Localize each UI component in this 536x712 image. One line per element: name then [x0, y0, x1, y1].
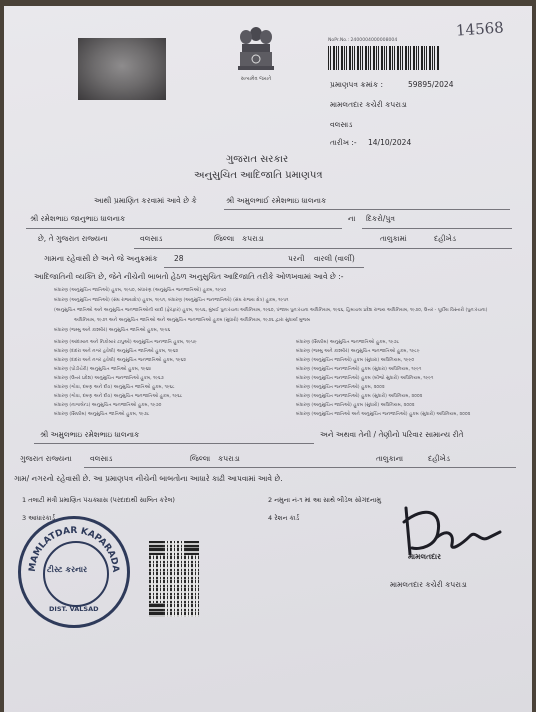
- basis-item: 3 આધારકાર્ડ: [22, 514, 56, 522]
- order-right: બંધારણ (અનુસુચિત જનજાતિઓ) હુકમ, ૨૦૦૨: [296, 385, 385, 390]
- residence-state: ગુજરાત રાજ્યના: [20, 454, 72, 463]
- emblem-caption: સત્યમેવ જયતે: [240, 76, 272, 82]
- mamlatdar-seal: [18, 516, 130, 628]
- tribe-name: વારલી (વાર્લી): [314, 254, 355, 263]
- father-name: શ્રી રમેશભાઇ જાનુભાઇ ધાલનાક: [30, 214, 126, 223]
- order-right: બંધારણ (અનુસુચિત જનજાતિઓ) હુકમ (બીજો સુધારો) અધિનિયમ, ૧૯૯૧: [296, 376, 434, 381]
- order-right: બંધારણ (અનુસુચિત જાતિઓ) હુકમ (સુધારો) અધિનિયમ, ૨૦૦૨: [296, 403, 415, 408]
- order-left: બંધારણ (ગોવા, દમણ અને દીવ) અનુસુચિત જાતિઓ હુકમ, ૧૯૬૮: [54, 385, 175, 390]
- village: દહીખેડ: [434, 234, 456, 243]
- residence-taluka: કપરાડા: [218, 454, 240, 463]
- order-right: બંધારણ (સિક્કીમ) અનુસુચિત જનજાતિઓ હુકમ, ૧૯૭૮: [296, 340, 400, 345]
- order-line: બંધારણ (જમ્મુ અને કાશ્મીર) અનુસુચિત જાતિઓ હુકમ, ૧૯૫૬: [54, 328, 171, 333]
- residence-district-label: જિલ્લા: [190, 454, 211, 463]
- order-left: બંધારણ (ગોવા, દમણ અને દીવ) અનુસુચિત જનજાતિઓ હુકમ, ૧૯૬૮: [54, 394, 183, 399]
- order-left: બંધારણ (દાદરા અને નગર હવેલી) અનુસુચિત જાતિઓ હુકમ, ૧૯૬૨: [54, 349, 179, 354]
- order-line: (અનુસુચિત જાતિઓ અને અનુસુચિત જનજાતિઓની યાદી (ફેરફાર) હુકમ, ૧૯૫૬, મુંબઈ પુનઃરચના અધિનિયમ, ૧૯૬૦, પંજાબ પુનઃરચના અધિનિયમ, ૧૯૬૬, હિમાચલ પ્રદેશ રાજય અધિનિયમ, ૧૯૭૦, ઉત્તર - પૂર્વીય વિસ્તારો (પુનઃરચના): [54, 308, 488, 313]
- order-right: બંધારણ (અનુસુચિત જનજાતિઓ) હુકમ (સુધારા) અધિનિયમ, ૧૯૯૧: [296, 367, 422, 372]
- office-name: મામલતદાર કચેરી કપરાડા: [330, 100, 407, 109]
- taluka-district: કપરાડા: [242, 234, 264, 243]
- qr-code: [149, 541, 199, 617]
- relation-prefix: ના: [348, 214, 356, 223]
- signatory-title: મામલતદાર: [408, 552, 441, 561]
- residence-village: દહીખેડ: [428, 454, 450, 463]
- date-label: તારીખ :-: [330, 138, 357, 147]
- residence-district: વલસાડ: [90, 454, 113, 463]
- intro-text: આથી પ્રમાણિત કરવામાં આવે છે કે: [94, 196, 197, 205]
- order-line: અધિનિયમ, ૧૯૭૧ અને અનુસુચિત જાતિઓ અને અનુસુચિત જનજાતિઓ હુકમ (સુધારો) અધિનિયમ, ૧૯૭૬ દ્વારા સુધાર્યા મુજબ: [74, 318, 311, 323]
- serial-suffix: પરની: [288, 254, 305, 263]
- national-emblem: [234, 24, 278, 92]
- government-heading: ગુજરાત સરકાર: [226, 154, 289, 165]
- order-right: બંધારણ (જમ્મુ અને કાશ્મીર) અનુસુચિત જનજાતિઓ હુકમ, ૧૯૮૯: [296, 349, 420, 354]
- order-left: બંધારણ (ઉત્તર પ્રદેશ) અનુસુચિત જનજાતિઓ હુકમ, ૧૯૬૭: [54, 376, 164, 381]
- resident-text: ગામના રહેવાસી છે અને જે અનુક્રમાંક: [44, 254, 158, 263]
- order-left: બંધારણ (આંદામાન અને નિકોબાર ટાપુઓ) અનુસુચિત જનજાતિ હુકમ, ૧૯૫૯: [54, 340, 197, 345]
- handwritten-number: 14568: [455, 18, 505, 40]
- basis-item: 1 તલાટી મંત્રી પ્રમાણિત પંચક્યાસ (પરદાદાથી સાબિત કરેલ): [22, 496, 175, 504]
- order-right: બંધારણ (અનુસુચિત જાતિઓ અને અનુસુચિત જનજાતિઓ) હુકમ (સુધારો) અધિનિયમ, ૨૦૦૨: [296, 412, 471, 417]
- seal-inner-text: ટીસ્ટ કરનાર: [47, 565, 88, 574]
- order-left: બંધારણ (સિક્કીમ) અનુસુચિત જાતિઓ હુકમ, ૧૯૭૮: [54, 412, 150, 417]
- serial-number: 28: [174, 254, 184, 263]
- order-right: બંધારણ (અનુસુચિત જનજાતિઓ) હુકમ (સુધારો) અધિનિયમ, ૨૦૦૨: [296, 394, 423, 399]
- residence-taluka-label: તાલુકાના: [376, 454, 404, 463]
- holder-name: શ્રી અમુલભાઈ રમેશભાઇ ધાલનાક: [226, 196, 327, 205]
- relation: દિકરો/પુત્ર: [366, 214, 395, 223]
- recognized-text: આદિજાતિની વ્યક્તિ છે, જેને નીચેની બાબતો હેઠળ અનુસુચિત આદિજાતિ તરીકે ઓળખવામાં આવે છે :-: [34, 272, 344, 281]
- basis-item: 4 રેશન કાર્ડ: [268, 514, 300, 522]
- holder-name-repeat: શ્રી અમુલભાઇ રમેશભાઇ ધાલનાક: [40, 430, 140, 439]
- order-right: બંધારણ (અનુસુચિત જાતિઓ) હુકમ (સુધારા) અધિનિયમ, ૧૯૯૦: [296, 358, 415, 363]
- issue-date: 14/10/2024: [368, 138, 412, 147]
- taluka-label: તાલુકામાં: [380, 234, 407, 243]
- basis-text: ગામ/ નગરનો રહેવાસી છે. આ પ્રમાણપત્ર નીચેની બાબતોના આધારે કાઢી આપવામાં આવે છે.: [14, 474, 283, 483]
- applicant-photo: [78, 38, 166, 100]
- district-label: જિલ્લા: [214, 234, 235, 243]
- family-text: અને અથવા તેની / તેણીનો પરિવાર સામાન્ય રીતે: [320, 430, 464, 439]
- certificate-document: [4, 6, 532, 712]
- order-left: બંધારણ (દાદરા અને નગર હવેલી) અનુસુચિત જનજાતિઓ હુકમ, ૧૯૬૨: [54, 358, 186, 363]
- barcode-text: NoPr.No.: 2400004000008004: [328, 38, 398, 43]
- order-line: બંધારણ (અનુસુચિત જાતિઓ) હુકમ, ૧૯૫૦, બંધારણ (અનુસુચિત જનજાતિઓ) હુકમ, ૧૯૫૦: [54, 288, 227, 293]
- order-left: બંધારણ (નાગાલેન્ડ) અનુસુચિત જનજાતિઓ હુકમ, ૧૯૭૦: [54, 403, 162, 408]
- district: વલસાડ: [140, 234, 163, 243]
- signatory-office: મામલતદાર કચેરી કપરાડા: [390, 580, 467, 589]
- order-left: બંધારણ (પોંડીચેરી) અનુસુચિત જાતિઓ હુકમ, ૧૯૬૪: [54, 367, 152, 372]
- certificate-title: અનુસુચિત આદિજાતિ પ્રમાણપત્ર: [194, 170, 323, 181]
- barcode: [328, 46, 440, 70]
- seal-text: MAMLATDAR KAPARADA: [27, 525, 121, 573]
- order-line: બંધારણ (અનુસુચિત જાતિઓ) (સંઘ રાજયક્ષેત્ર) હુકમ, ૧૯૫૧, બંધારણ (અનુસુચિત જનજાતિઓ) (સંઘ રાજય ક્ષેત્ર) હુકમ, ૧૯૫૧: [54, 298, 289, 303]
- certificate-number-label: પ્રમાણપત્ર ક્રમાંક :: [330, 80, 384, 89]
- state-text: છે, તે ગુજરાત રાજ્યના: [38, 234, 108, 243]
- certificate-number: 59895/2024: [408, 80, 454, 89]
- seal-bottom-text: DIST. VALSAD: [49, 605, 99, 613]
- basis-item: 2 નમુના નં-૧ માં આ સાથે બીડેલ સોગંદનામુ: [268, 496, 381, 504]
- place-name: વલસાડ: [330, 120, 353, 129]
